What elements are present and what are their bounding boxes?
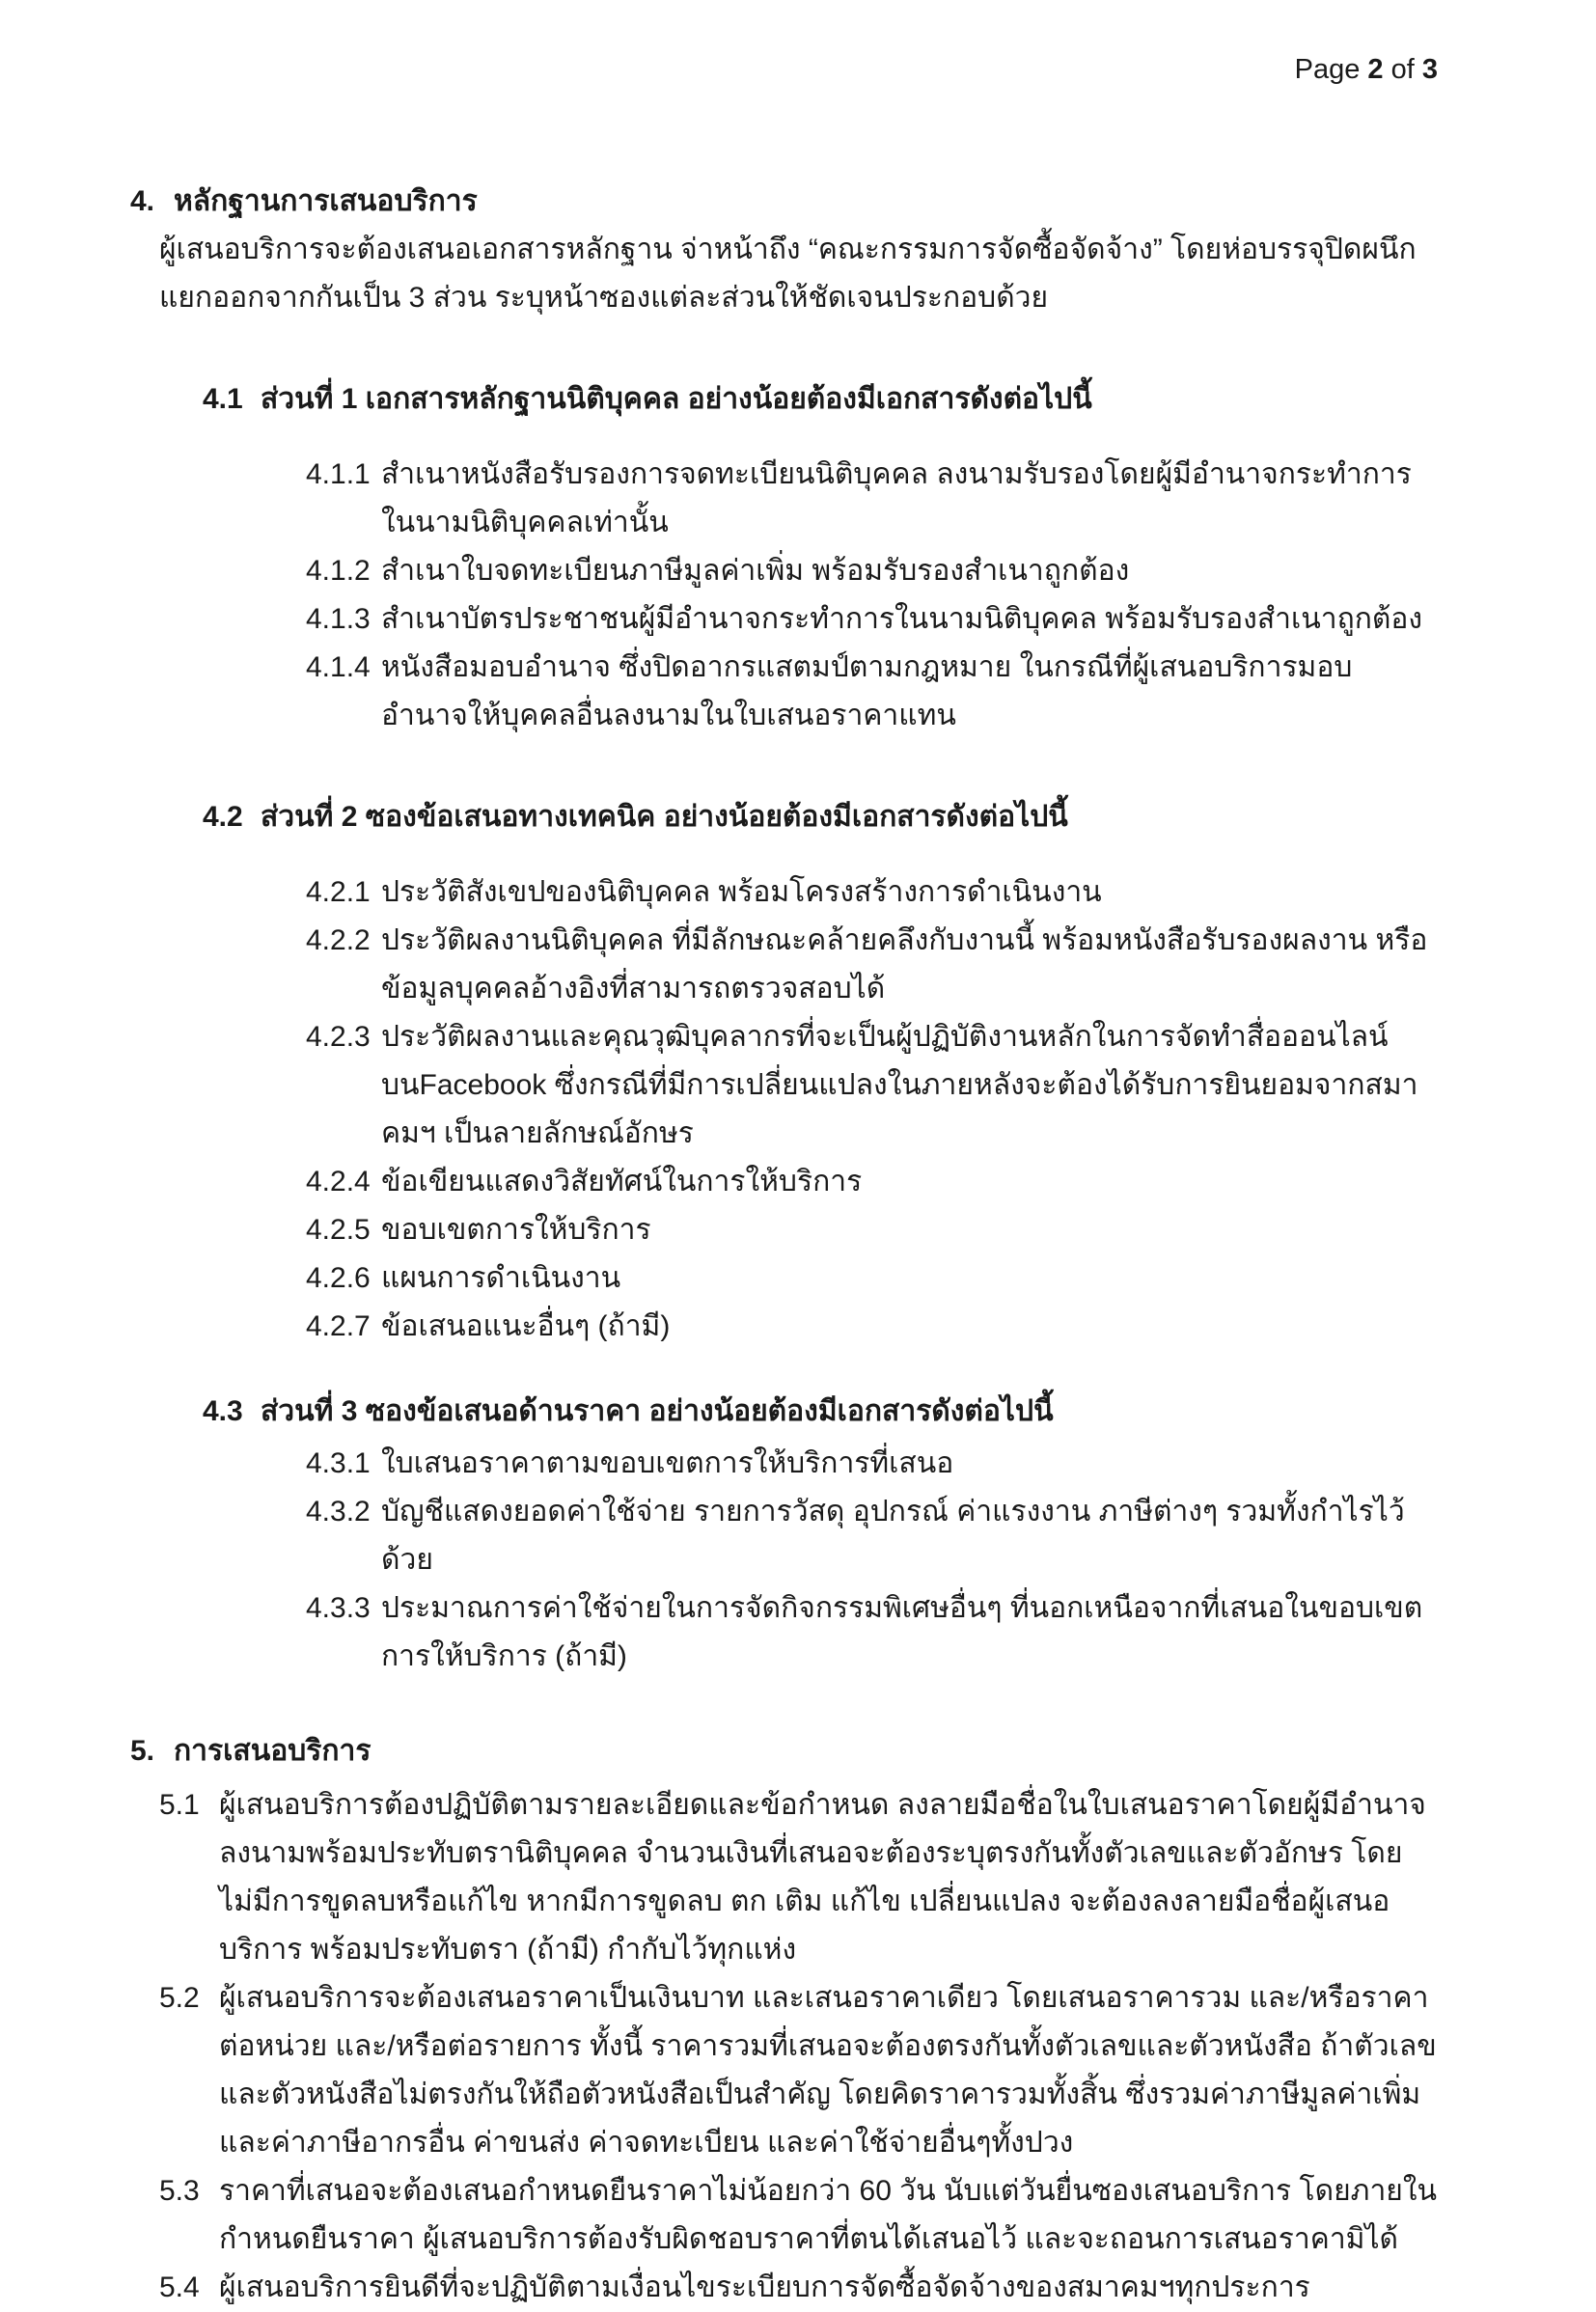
list-item	[159, 2264, 1438, 2312]
item-number: 4.2.3	[306, 1021, 371, 1053]
list-item	[306, 1254, 1438, 1303]
page-total: 3	[1421, 54, 1438, 85]
list-item	[306, 1158, 1438, 1206]
item-number: 5.4	[159, 2271, 200, 2303]
item-number: 4.2.7	[306, 1310, 371, 1342]
item-number: 5.3	[159, 2175, 200, 2207]
subsection-4-2-title: ส่วนที่ 2 ซองข้อเสนอทางเทคนิค อย่างน้อยต้องมีเอกสารดังต่อไปนี้	[261, 801, 1068, 833]
subsection-4-2-heading	[203, 793, 1438, 841]
item-text: หนังสือมอบอำนาจ ซึ่งปิดอากรแสตมป์ตามกฎหมาย ในกรณีที่ผู้เสนอบริการมอบอำนาจให้บุคคลอื่นลงนามในใบเสนอราคาแทน	[381, 651, 1353, 731]
list-item	[306, 1584, 1438, 1681]
item-text: ประวัติผลงานและคุณวุฒิบุคลากรที่จะเป็นผู้ปฏิบัติงานหลักในการจัดทำสื่อออนไลน์บนFacebook ซึ่งกรณีที่มีการเปลี่ยนแปลงในภายหลังจะต้องได้รับการยินยอมจากสมาคมฯ เป็นลายลักษณ์อักษร	[381, 1021, 1418, 1149]
item-number: 4.2.6	[306, 1262, 371, 1294]
list-item	[306, 547, 1438, 595]
item-number: 4.2.1	[306, 876, 371, 908]
item-number: 4.3.1	[306, 1447, 371, 1479]
section-5-items	[159, 1781, 1438, 2312]
section-4-number: 4.	[130, 185, 155, 217]
item-number: 4.1.3	[306, 603, 371, 635]
item-text: ผู้เสนอบริการยินดีที่จะปฏิบัติตามเงื่อนไขระเบียบการจัดซื้อจัดจ้างของสมาคมฯทุกประการ	[219, 2271, 1310, 2303]
item-number: 5.1	[159, 1789, 200, 1821]
page-number	[130, 50, 1438, 89]
subsection-4-2-number: 4.2	[203, 801, 243, 833]
subsection-4-2-items	[306, 868, 1438, 1351]
item-number: 4.3.2	[306, 1496, 371, 1528]
list-item	[159, 1974, 1438, 2167]
subsection-4-3-heading	[203, 1388, 1438, 1436]
section-4-intro: ผู้เสนอบริการจะต้องเสนอเอกสารหลักฐาน จ่าหน้าถึง “คณะกรรมการจัดซื้อจัดจ้าง” โดยห่อบรรจุปิดผนึกแยกออกจากกันเป็น 3 ส่วน ระบุหน้าซองแต่ละส่วนให้ชัดเจนประกอบด้วย	[159, 234, 1417, 314]
list-item	[306, 917, 1438, 1013]
item-number: 5.2	[159, 1982, 200, 2014]
list-item	[306, 644, 1438, 740]
section-4-title: หลักฐานการเสนอบริการ	[174, 185, 478, 217]
item-number: 4.3.3	[306, 1592, 371, 1624]
subsection-4-1-heading	[203, 375, 1438, 424]
item-text: ผู้เสนอบริการจะต้องเสนอราคาเป็นเงินบาท และเสนอราคาเดียว โดยเสนอราคารวม และ/หรือราคาต่อหน่วย และ/หรือต่อรายการ ทั้งนี้ ราคารวมที่เสนอจะต้องตรงกันทั้งตัวเลขและตัวหนังสือ ถ้าตัวเลขและตัวหนังสือไม่ตรงกันให้ถือตัวหนังสือเป็นสำคัญ โดยคิดราคารวมทั้งสิ้น ซึ่งรวมค่าภาษีมูลค่าเพิ่ม และค่าภาษีอากรอื่น ค่าขนส่ง ค่าจดทะเบียน และค่าใช้จ่ายอื่นๆทั้งปวง	[219, 1982, 1437, 2159]
item-text: สำเนาบัตรประชาชนผู้มีอำนาจกระทำการในนามนิติบุคคล พร้อมรับรองสำเนาถูกต้อง	[381, 603, 1423, 635]
item-number: 4.2.5	[306, 1214, 371, 1246]
list-item	[159, 1781, 1438, 1974]
section-5-title: การเสนอบริการ	[174, 1735, 371, 1767]
item-text: ข้อเสนอแนะอื่นๆ (ถ้ามี)	[381, 1310, 671, 1342]
section-5-heading	[130, 1727, 1438, 1775]
item-number: 4.1.1	[306, 458, 371, 490]
list-item	[306, 1206, 1438, 1254]
item-text: ประมาณการค่าใช้จ่ายในการจัดกิจกรรมพิเศษอื่นๆ ที่นอกเหนือจากที่เสนอในขอบเขตการให้บริการ (ถ้ามี)	[381, 1592, 1423, 1672]
subsection-4-3-number: 4.3	[203, 1395, 243, 1427]
item-text: ผู้เสนอบริการต้องปฏิบัติตามรายละเอียดและข้อกำหนด ลงลายมือชื่อในใบเสนอราคาโดยผู้มีอำนาจลงนามพร้อมประทับตรานิติบุคคล จำนวนเงินที่เสนอจะต้องระบุตรงกันทั้งตัวเลขและตัวอักษร โดยไม่มีการขูดลบหรือแก้ไข หากมีการขูดลบ ตก เติม แก้ไข เปลี่ยนแปลง จะต้องลงลายมือชื่อผู้เสนอบริการ พร้อมประทับตรา (ถ้ามี) กำกับไว้ทุกแห่ง	[219, 1789, 1426, 1966]
subsection-4-3-title: ส่วนที่ 3 ซองข้อเสนอด้านราคา อย่างน้อยต้องมีเอกสารดังต่อไปนี้	[261, 1395, 1054, 1427]
section-4-heading	[130, 178, 1438, 226]
item-number: 4.1.4	[306, 651, 371, 683]
page-word: Page	[1294, 54, 1361, 85]
item-text: ขอบเขตการให้บริการ	[381, 1214, 651, 1246]
item-text: สำเนาใบจดทะเบียนภาษีมูลค่าเพิ่ม พร้อมรับรองสำเนาถูกต้อง	[381, 555, 1130, 587]
of-word: of	[1390, 54, 1415, 85]
list-item	[306, 595, 1438, 644]
list-item	[306, 1303, 1438, 1351]
item-text: ราคาที่เสนอจะต้องเสนอกำหนดยืนราคาไม่น้อยกว่า 60 วัน นับแต่วันยื่นซองเสนอบริการ โดยภายในกำหนดยืนราคา ผู้เสนอบริการต้องรับผิดชอบราคาที่ตนได้เสนอไว้ และจะถอนการเสนอราคามิได้	[219, 2175, 1438, 2255]
item-text: ประวัติผลงานนิติบุคคล ที่มีลักษณะคล้ายคลึงกับงานนี้ พร้อมหนังสือรับรองผลงาน หรือข้อมูลบุคคลอ้างอิงที่สามารถตรวจสอบได้	[381, 924, 1428, 1005]
subsection-4-3-items	[306, 1440, 1438, 1681]
subsection-4-1-items	[306, 451, 1438, 740]
page-current: 2	[1367, 54, 1384, 85]
list-item	[306, 1440, 1438, 1488]
list-item	[306, 1488, 1438, 1584]
item-number: 4.2.2	[306, 924, 371, 956]
subsection-4-1-title: ส่วนที่ 1 เอกสารหลักฐานนิติบุคคล อย่างน้อยต้องมีเอกสารดังต่อไปนี้	[261, 383, 1092, 415]
item-number: 4.2.4	[306, 1166, 371, 1197]
item-text: ประวัติสังเขปของนิติบุคคล พร้อมโครงสร้างการดำเนินงาน	[381, 876, 1102, 908]
list-item	[306, 1013, 1438, 1158]
item-text: แผนการดำเนินงาน	[381, 1262, 621, 1294]
item-text: สำเนาหนังสือรับรองการจดทะเบียนนิติบุคคล ลงนามรับรองโดยผู้มีอำนาจกระทำการในนามนิติบุคคลเท่านั้น	[381, 458, 1412, 538]
list-item	[159, 2167, 1438, 2264]
item-text: ใบเสนอราคาตามขอบเขตการให้บริการที่เสนอ	[381, 1447, 954, 1479]
list-item	[306, 868, 1438, 917]
section-5-number: 5.	[130, 1735, 155, 1767]
item-text: บัญชีแสดงยอดค่าใช้จ่าย รายการวัสดุ อุปกรณ์ ค่าแรงงาน ภาษีต่างๆ รวมทั้งกำไรไว้ด้วย	[381, 1496, 1405, 1576]
subsection-4-1-number: 4.1	[203, 383, 243, 415]
item-text: ข้อเขียนแสดงวิสัยทัศน์ในการให้บริการ	[381, 1166, 863, 1197]
list-item	[306, 451, 1438, 547]
item-number: 4.1.2	[306, 555, 371, 587]
